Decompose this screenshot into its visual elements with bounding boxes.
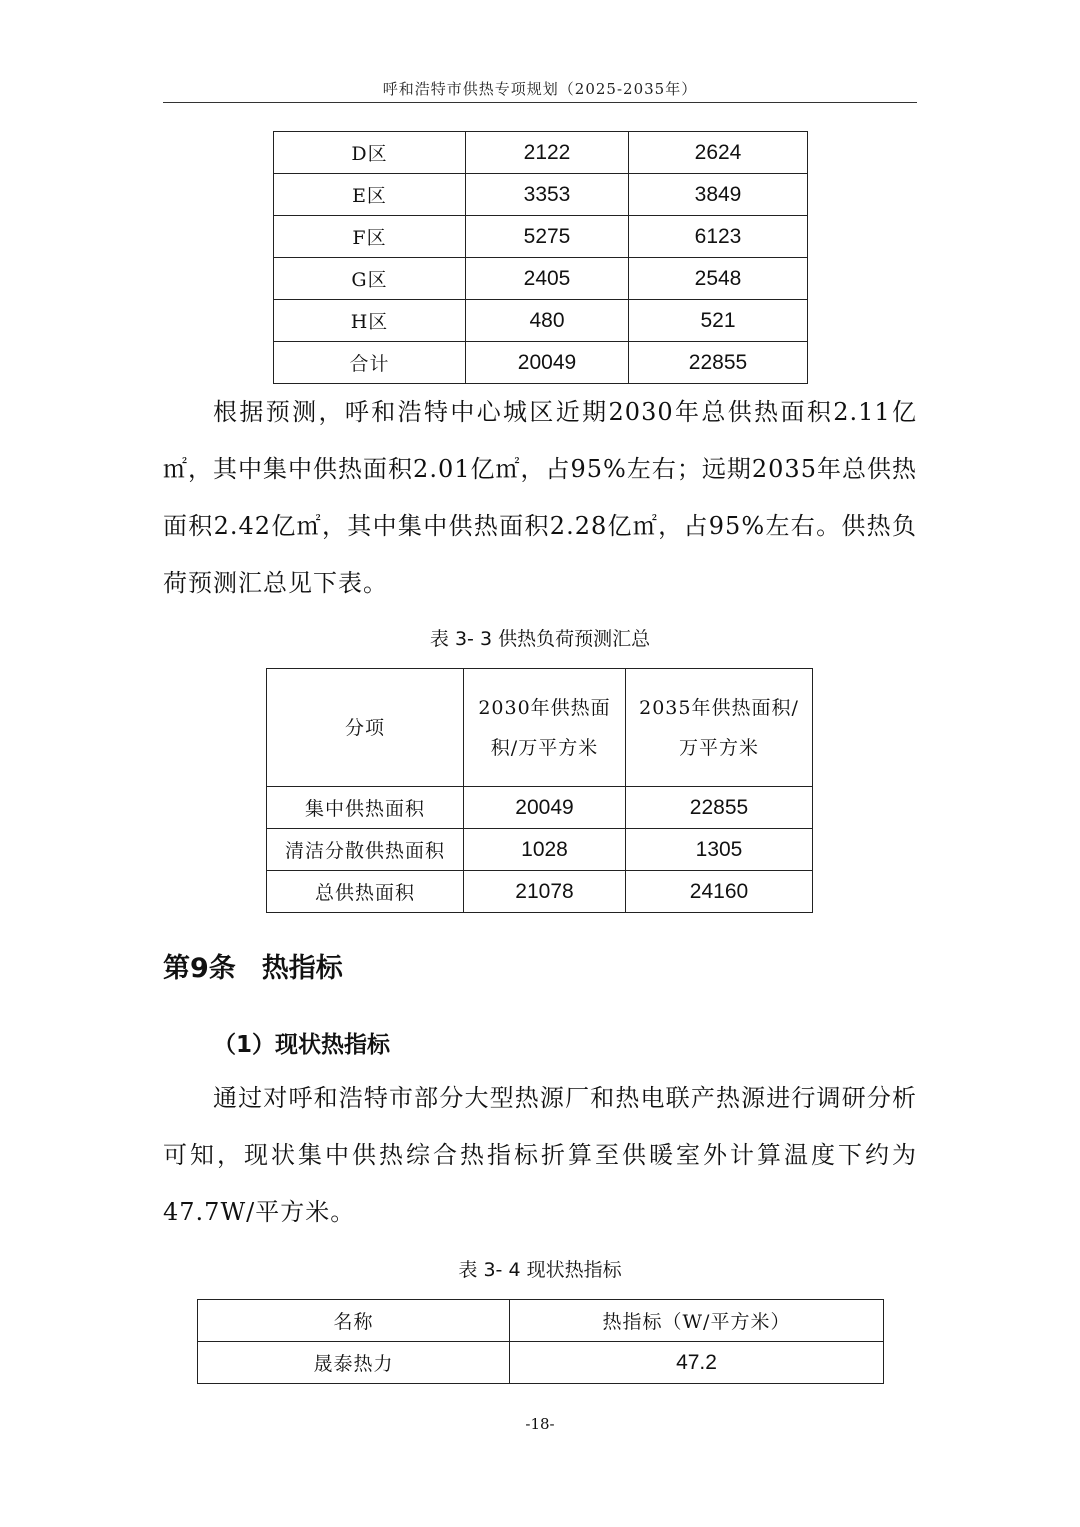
table-3-3-caption: 表 3- 3 供热负荷预测汇总 xyxy=(429,628,651,650)
zone-name-cell: E区 xyxy=(274,174,466,216)
total-label-cell: 合计 xyxy=(274,342,466,384)
table-row xyxy=(267,871,813,913)
area-2030-cell: 1028 xyxy=(464,829,626,871)
column-header: 分项 xyxy=(267,669,464,787)
area-2035-cell: 22855 xyxy=(626,787,813,829)
area-2030-cell: 21078 xyxy=(464,871,626,913)
item-name-cell: 清洁分散供热面积 xyxy=(267,829,464,871)
table-header-row xyxy=(198,1300,884,1342)
column-header: 2035年供热面积/万平方米 xyxy=(626,669,813,787)
area-2035-cell: 2548 xyxy=(629,258,808,300)
zone-name-cell: H区 xyxy=(274,300,466,342)
page-number: -18- xyxy=(525,1415,555,1433)
header-divider xyxy=(163,102,917,103)
zone-area-table xyxy=(273,131,808,384)
article-heading xyxy=(163,946,343,985)
heat-indicator-table xyxy=(197,1299,884,1384)
table-row xyxy=(267,829,813,871)
subsection-heading: （1）现状热指标 xyxy=(213,1032,391,1058)
table-row xyxy=(274,174,808,216)
article-number: 第9条 xyxy=(163,953,236,984)
source-name-cell: 晟泰热力 xyxy=(198,1342,510,1384)
zone-name-cell: G区 xyxy=(274,258,466,300)
table-row xyxy=(267,787,813,829)
page-header: 呼和浩特市供热专项规划（2025-2035年） xyxy=(382,80,698,98)
column-header: 热指标（W/平方米） xyxy=(510,1300,884,1342)
area-2030-cell: 20049 xyxy=(464,787,626,829)
item-name-cell: 集中供热面积 xyxy=(267,787,464,829)
zone-name-cell: D区 xyxy=(274,132,466,174)
heating-load-summary-table xyxy=(266,668,813,913)
table-row xyxy=(274,216,808,258)
table-row xyxy=(274,300,808,342)
item-name-cell: 总供热面积 xyxy=(267,871,464,913)
table-header-row xyxy=(267,669,813,787)
area-2035-cell: 1305 xyxy=(626,829,813,871)
indicator-value-cell: 47.2 xyxy=(510,1342,884,1384)
table-row xyxy=(274,258,808,300)
column-header: 名称 xyxy=(198,1300,510,1342)
area-2035-cell: 521 xyxy=(629,300,808,342)
table-row-total xyxy=(274,342,808,384)
area-2030-cell: 480 xyxy=(466,300,629,342)
article-title: 热指标 xyxy=(261,953,343,984)
area-2030-cell: 2122 xyxy=(466,132,629,174)
area-2035-cell: 24160 xyxy=(626,871,813,913)
column-header: 2030年供热面积/万平方米 xyxy=(464,669,626,787)
area-2035-cell: 2624 xyxy=(629,132,808,174)
total-2035-cell: 22855 xyxy=(629,342,808,384)
area-2030-cell: 3353 xyxy=(466,174,629,216)
total-2030-cell: 20049 xyxy=(466,342,629,384)
area-2035-cell: 6123 xyxy=(629,216,808,258)
area-2030-cell: 5275 xyxy=(466,216,629,258)
table-row xyxy=(274,132,808,174)
table-3-4-caption: 表 3- 4 现状热指标 xyxy=(458,1259,622,1281)
area-2035-cell: 3849 xyxy=(629,174,808,216)
indicator-paragraph: 通过对呼和浩特市部分大型热源厂和热电联产热源进行调研分析可知，现状集中供热综合热指标折算至供暖室外计算温度下约为47.7W/平方米。 xyxy=(163,1084,917,1226)
zone-name-cell: F区 xyxy=(274,216,466,258)
table-row xyxy=(198,1342,884,1384)
area-2030-cell: 2405 xyxy=(466,258,629,300)
forecast-paragraph: 根据预测，呼和浩特中心城区近期2030年总供热面积2.11亿㎡，其中集中供热面积2.01亿㎡，占95%左右；远期2035年总供热面积2.42亿㎡，其中集中供热面积2.28亿㎡，占95%左右。供热负荷预测汇总见下表。 xyxy=(163,398,917,597)
